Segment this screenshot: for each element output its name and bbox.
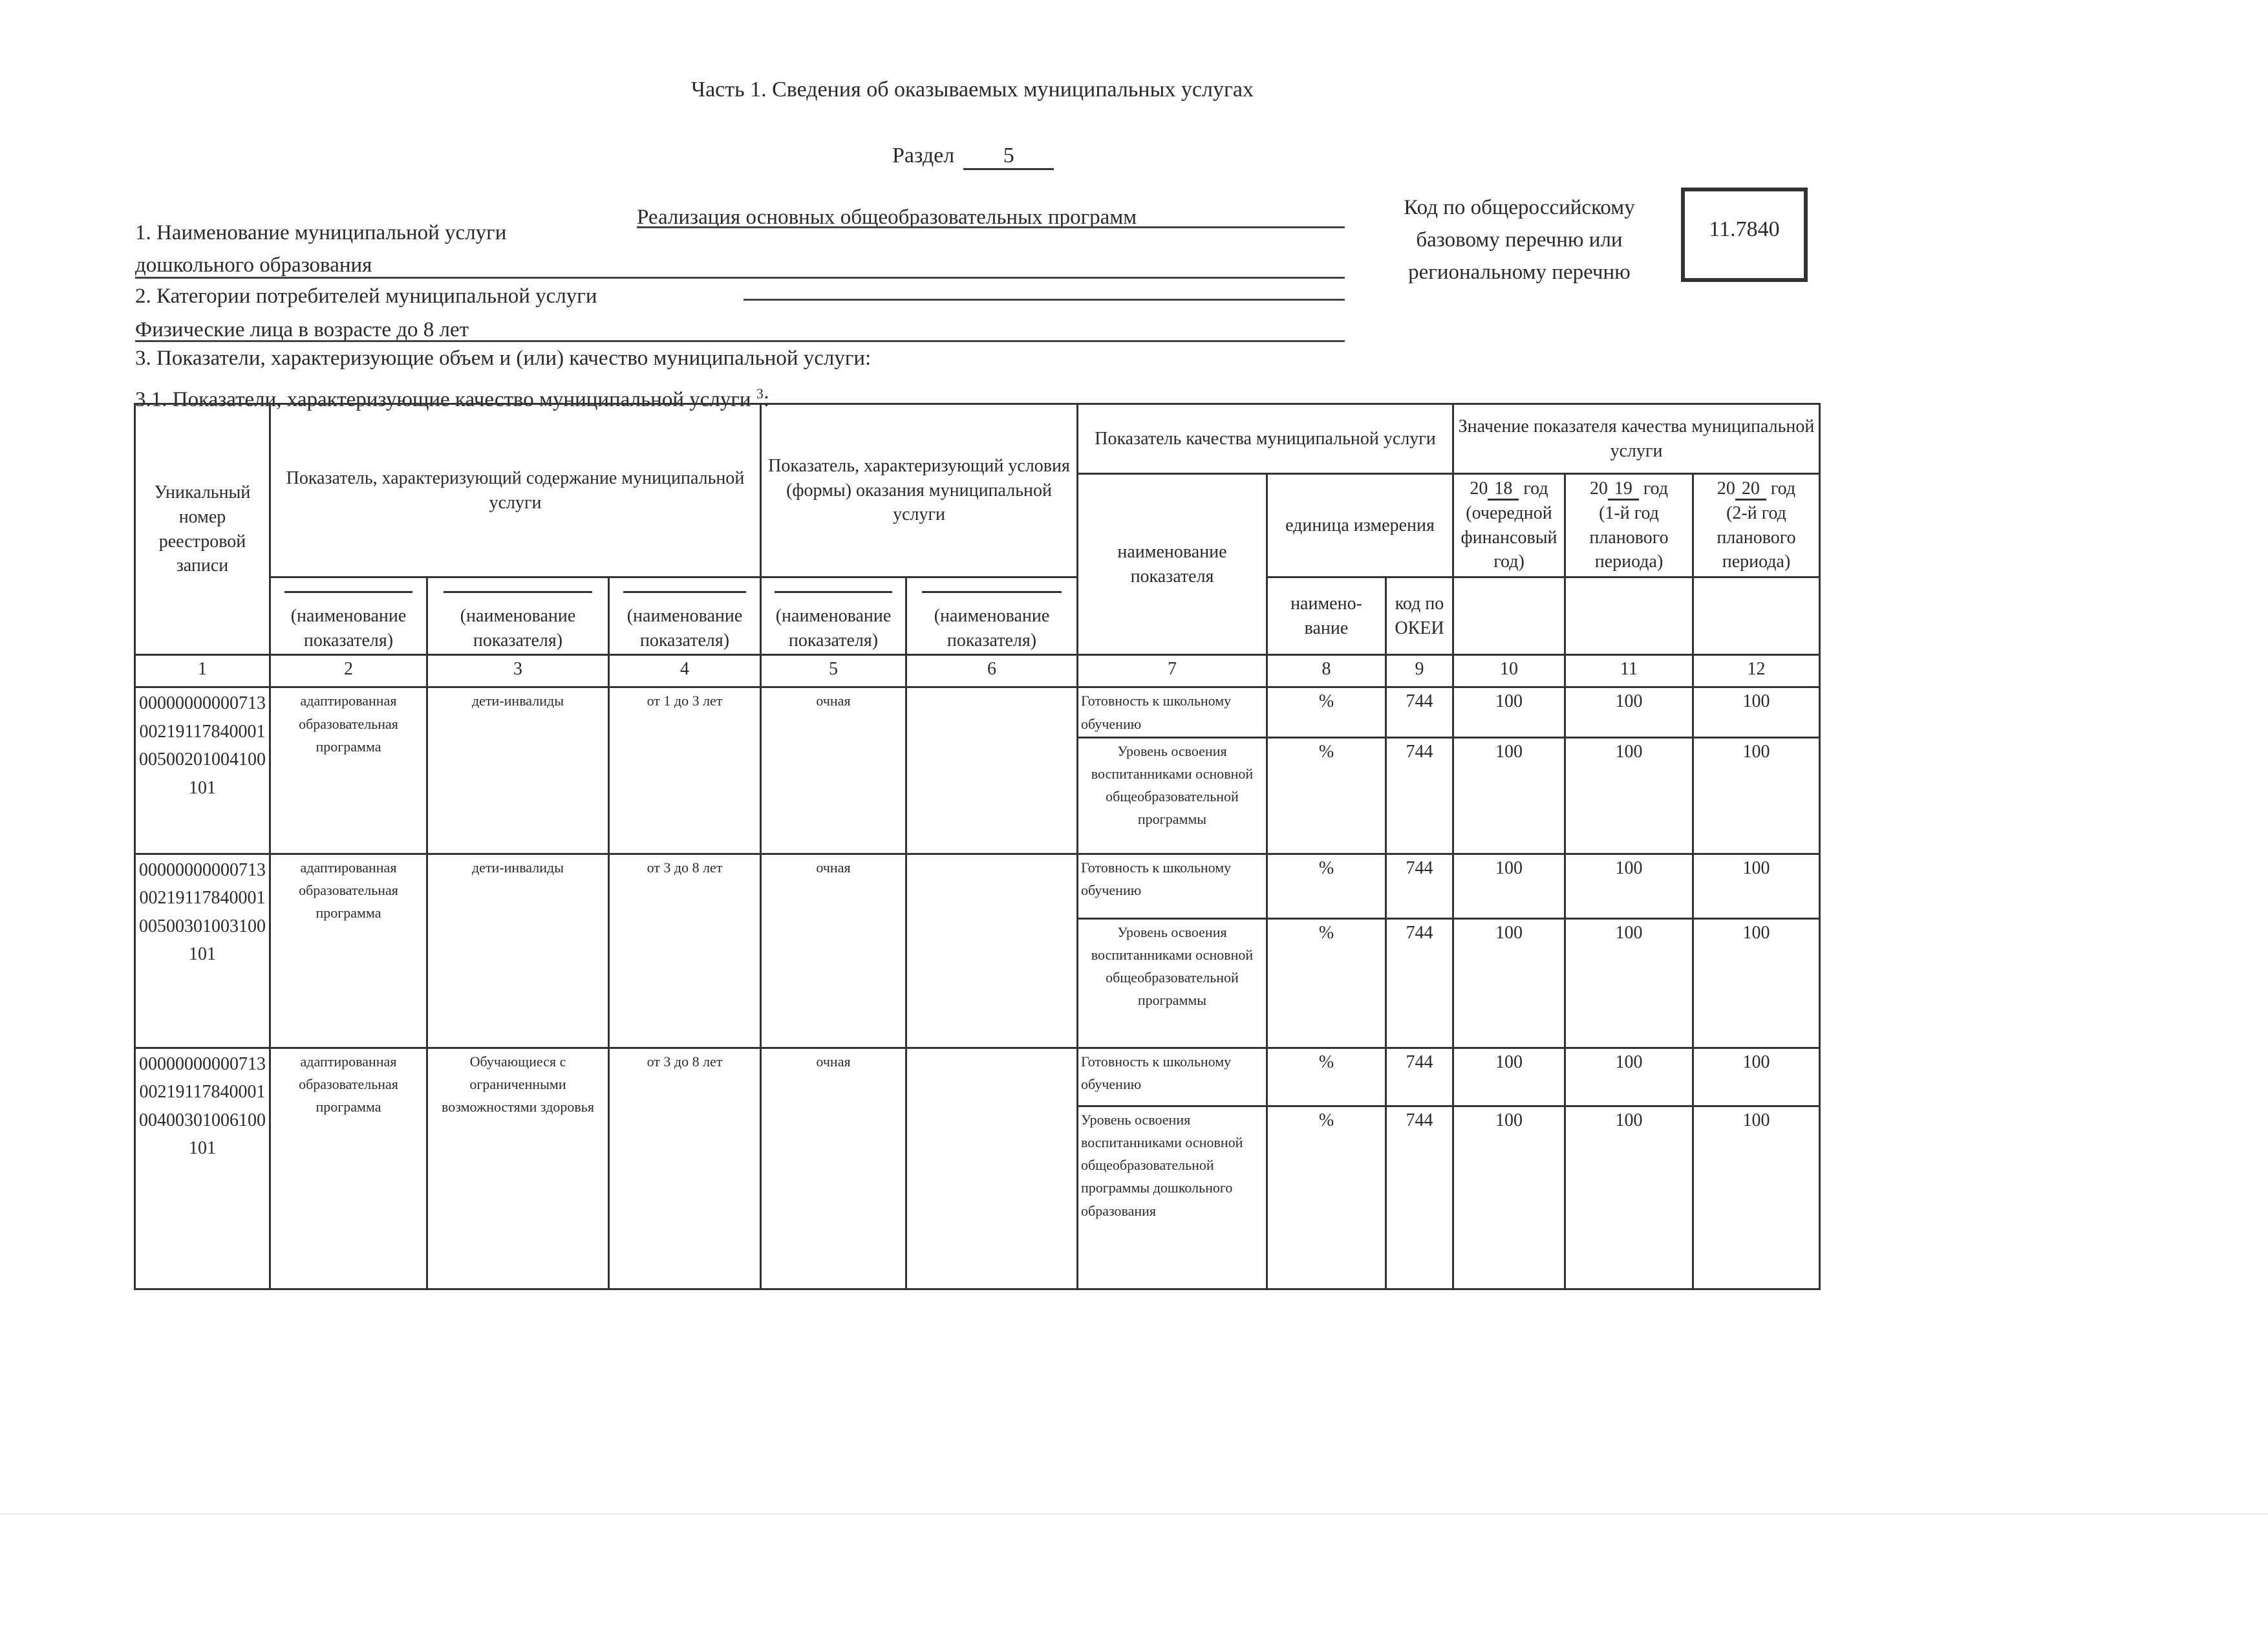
value-year-3: 100: [1693, 1048, 1820, 1106]
consumers-value: Физические лица в возрасте до 8 лет: [135, 318, 469, 341]
column-number: 12: [1693, 655, 1820, 687]
consumer-category: дети-инвалиды: [427, 854, 609, 1048]
table-row: [135, 1048, 1820, 1106]
indicator-name: Готовность к школьному обучению: [1078, 1048, 1267, 1106]
value-year-1: 100: [1453, 918, 1565, 1048]
code-value-box: 11.7840: [1681, 188, 1808, 282]
quality-indicators-table: [134, 403, 1821, 1290]
header-conditions-indicator: Показатель, характеризующий условия (формы) оказания муниципальной услуги: [761, 404, 1078, 577]
condition-indicator-6: [906, 1048, 1078, 1289]
header-year-3: 20 20 год (2-й год планового периода): [1693, 474, 1820, 577]
value-year-2: 100: [1565, 1048, 1693, 1106]
column-number: 4: [609, 655, 761, 687]
column-number: 11: [1565, 655, 1693, 687]
value-year-2: 100: [1565, 1106, 1693, 1289]
underline: [135, 340, 1345, 342]
indicator-name: Уровень освоения воспитанниками основной общеобразовательной программы: [1078, 737, 1267, 854]
service-name-value-cont: дошкольного образования: [135, 253, 372, 277]
underline: [744, 299, 1345, 301]
quality-heading-text: 3.1. Показатели, характеризующие качество муниципальной услуги: [135, 388, 751, 411]
header-sub-3: (наименование показателя): [427, 577, 609, 655]
okei-code: 744: [1386, 737, 1453, 854]
unit-name: %: [1267, 918, 1386, 1048]
indicator-name: Готовность к школьному обучению: [1078, 854, 1267, 918]
scan-edge: [0, 1513, 2268, 1514]
column-number: 9: [1386, 655, 1453, 687]
header-year-1: 20 18 год (очередной финансовый год): [1453, 474, 1565, 577]
unit-name: %: [1267, 737, 1386, 854]
age-group: от 3 до 8 лет: [609, 1048, 761, 1289]
service-name-value: Реализация основных общеобразовательных программ: [637, 206, 1137, 229]
consumer-category: дети-инвалиды: [427, 687, 609, 854]
column-number: 5: [761, 655, 906, 687]
header-sub-2: (наименование показателя): [270, 577, 427, 655]
value-year-3: 100: [1693, 737, 1820, 854]
age-group: от 3 до 8 лет: [609, 854, 761, 1048]
column-number: 8: [1267, 655, 1386, 687]
value-year-1: 100: [1453, 1048, 1565, 1106]
column-number: 3: [427, 655, 609, 687]
table-row: [135, 854, 1820, 918]
value-year-3: 100: [1693, 687, 1820, 737]
code-label: Код по общероссийскому базовому перечню или региональному перечню: [1404, 196, 1635, 284]
header-sub-5: (наименование показателя): [761, 577, 906, 655]
unit-name: %: [1267, 1048, 1386, 1106]
header-empty: [1453, 577, 1565, 655]
column-number: 6: [906, 655, 1078, 687]
underline: [135, 277, 1345, 279]
header-empty: [1565, 577, 1693, 655]
condition-indicator-6: [906, 854, 1078, 1048]
condition-indicator-6: [906, 687, 1078, 854]
consumers-label: 2. Категории потребителей муниципальной услуги: [135, 285, 597, 308]
unit-name: %: [1267, 1106, 1386, 1289]
value-year-2: 100: [1565, 737, 1693, 854]
column-number: 10: [1453, 655, 1565, 687]
column-number: 7: [1078, 655, 1267, 687]
header-year-2: 20 19 год (1-й год планового периода): [1565, 474, 1693, 577]
header-content-indicator: Показатель, характеризующий содержание муниципальной услуги: [270, 404, 761, 577]
okei-code: 744: [1386, 1106, 1453, 1289]
section-number: 5: [963, 144, 1054, 170]
header-unit-name: наимено-вание: [1267, 577, 1386, 655]
age-group: от 1 до 3 лет: [609, 687, 761, 854]
value-year-2: 100: [1565, 687, 1693, 737]
consumer-category: Обучающиеся с ограниченными возможностями здоровья: [427, 1048, 609, 1289]
header-unit: единица измерения: [1267, 474, 1453, 577]
program-type: адаптированная образовательная программа: [270, 1048, 427, 1289]
indicator-name: Готовность к школьному обучению: [1078, 687, 1267, 737]
underline: [637, 226, 1345, 228]
unit-name: %: [1267, 687, 1386, 737]
header-unique-number: Уникальный номер реестровой записи: [135, 404, 270, 655]
value-year-3: 100: [1693, 1106, 1820, 1289]
section-label: Раздел: [892, 144, 955, 167]
document-title: Часть 1. Сведения об оказываемых муниципальных услугах: [690, 78, 1254, 102]
header-sub-4: (наименование показателя): [609, 577, 761, 655]
column-number: 1: [135, 655, 270, 687]
okei-code: 744: [1386, 918, 1453, 1048]
value-year-2: 100: [1565, 918, 1693, 1048]
unit-name: %: [1267, 854, 1386, 918]
value-year-1: 100: [1453, 854, 1565, 918]
registry-number: 000000000007130021911784000100500301003100101: [135, 854, 270, 1048]
program-type: адаптированная образовательная программа: [270, 687, 427, 854]
value-year-1: 100: [1453, 737, 1565, 854]
header-unit-code: код по ОКЕИ: [1386, 577, 1453, 655]
education-form: очная: [761, 1048, 906, 1289]
indicator-name: Уровень освоения воспитанниками основной общеобразовательной программы: [1078, 918, 1267, 1048]
header-indicator-name: наименование показателя: [1078, 474, 1267, 655]
table-row: [135, 687, 1820, 737]
registry-number: 000000000007130021911784000100500201004100101: [135, 687, 270, 854]
value-year-2: 100: [1565, 854, 1693, 918]
section-heading: [892, 144, 1054, 170]
education-form: очная: [761, 854, 906, 1048]
header-empty: [1693, 577, 1820, 655]
okei-code: 744: [1386, 687, 1453, 737]
indicator-name: Уровень освоения воспитанниками основной общеобразовательной программы дошкольного образования: [1078, 1106, 1267, 1289]
footnote-mark: 3: [756, 385, 764, 402]
header-sub-6: (наименование показателя): [906, 577, 1078, 655]
header-quality-values: Значение показателя качества муниципальной услуги: [1453, 404, 1820, 474]
education-form: очная: [761, 687, 906, 854]
okei-code: 744: [1386, 854, 1453, 918]
registry-number: 000000000007130021911784000100400301006100101: [135, 1048, 270, 1289]
header-quality-indicator: Показатель качества муниципальной услуги: [1078, 404, 1453, 474]
program-type: адаптированная образовательная программа: [270, 854, 427, 1048]
value-year-1: 100: [1453, 687, 1565, 737]
value-year-3: 100: [1693, 918, 1820, 1048]
quality-heading: 3.1. Показатели, характеризующие качество муниципальной услуги $^3$:: [135, 385, 769, 411]
indicators-heading: 3. Показатели, характеризующие объем и (или) качество муниципальной услуги:: [135, 347, 872, 370]
service-name-label: 1. Наименование муниципальной услуги: [135, 221, 507, 244]
value-year-3: 100: [1693, 854, 1820, 918]
okei-code: 744: [1386, 1048, 1453, 1106]
column-number: 2: [270, 655, 427, 687]
value-year-1: 100: [1453, 1106, 1565, 1289]
